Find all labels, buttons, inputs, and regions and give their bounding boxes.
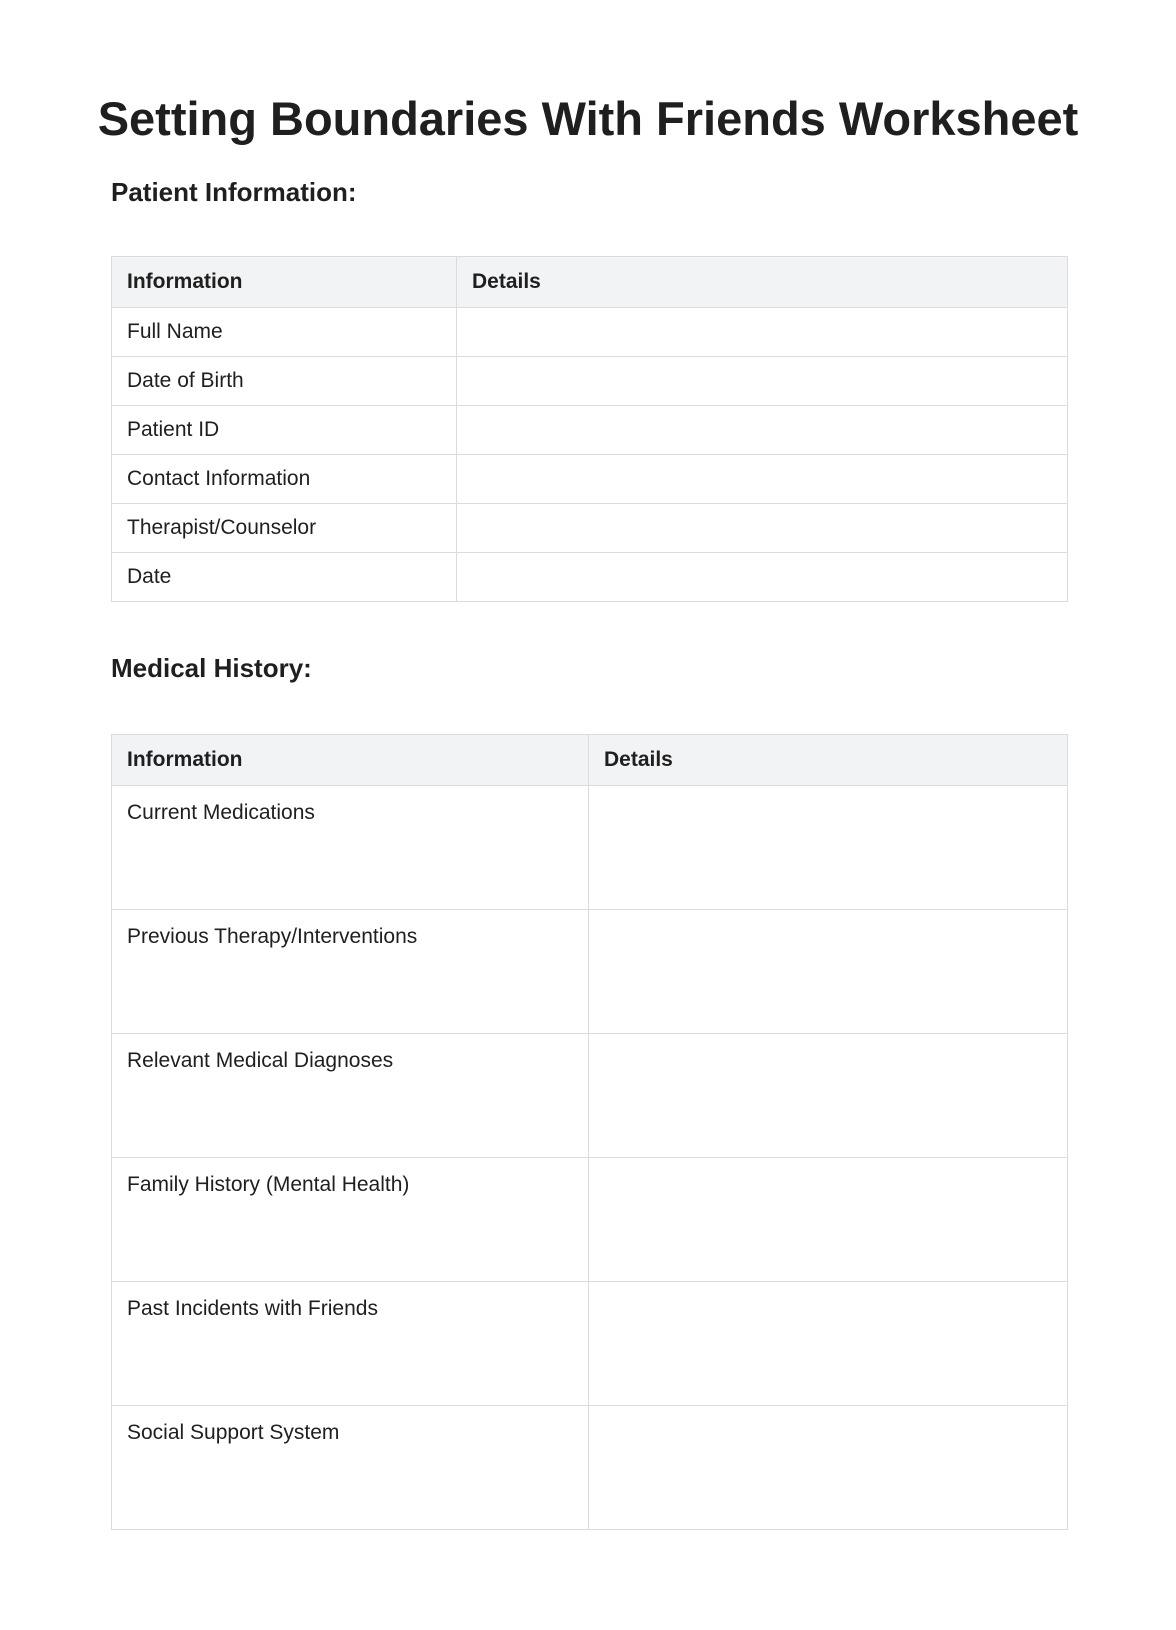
row-label: Patient ID	[112, 406, 457, 455]
medical-history-heading: Medical History:	[111, 653, 312, 683]
table-row	[112, 455, 1068, 504]
page-title: Setting Boundaries With Friends Worksheet	[97, 92, 1079, 145]
patient-information-table	[111, 256, 1068, 602]
row-label: Date	[112, 553, 457, 602]
row-label: Relevant Medical Diagnoses	[112, 1034, 589, 1158]
column-header-details: Details	[457, 257, 1068, 308]
table-row	[112, 406, 1068, 455]
past-incidents-field[interactable]	[589, 1282, 1068, 1406]
row-label: Contact Information	[112, 455, 457, 504]
date-field[interactable]	[457, 553, 1068, 602]
column-header-information: Information	[112, 257, 457, 308]
row-label: Therapist/Counselor	[112, 504, 457, 553]
column-header-information: Information	[112, 735, 589, 786]
table-row	[112, 504, 1068, 553]
row-label: Social Support System	[112, 1406, 589, 1530]
medical-history-table	[111, 734, 1068, 1530]
row-label: Current Medications	[112, 786, 589, 910]
contact-information-field[interactable]	[457, 455, 1068, 504]
table-row	[112, 1406, 1068, 1530]
column-header-details: Details	[589, 735, 1068, 786]
table-row	[112, 1282, 1068, 1406]
row-label: Previous Therapy/Interventions	[112, 910, 589, 1034]
table-header-row	[112, 257, 1068, 308]
previous-therapy-field[interactable]	[589, 910, 1068, 1034]
table-row	[112, 1034, 1068, 1158]
family-history-field[interactable]	[589, 1158, 1068, 1282]
table-row	[112, 1158, 1068, 1282]
table-row	[112, 910, 1068, 1034]
full-name-field[interactable]	[457, 308, 1068, 357]
therapist-counselor-field[interactable]	[457, 504, 1068, 553]
medical-diagnoses-field[interactable]	[589, 1034, 1068, 1158]
row-label: Past Incidents with Friends	[112, 1282, 589, 1406]
date-of-birth-field[interactable]	[457, 357, 1068, 406]
row-label: Family History (Mental Health)	[112, 1158, 589, 1282]
current-medications-field[interactable]	[589, 786, 1068, 910]
patient-id-field[interactable]	[457, 406, 1068, 455]
social-support-field[interactable]	[589, 1406, 1068, 1530]
patient-information-heading: Patient Information:	[111, 177, 357, 207]
row-label: Full Name	[112, 308, 457, 357]
table-row	[112, 553, 1068, 602]
table-header-row	[112, 735, 1068, 786]
table-row	[112, 357, 1068, 406]
row-label: Date of Birth	[112, 357, 457, 406]
table-row	[112, 308, 1068, 357]
table-row	[112, 786, 1068, 910]
